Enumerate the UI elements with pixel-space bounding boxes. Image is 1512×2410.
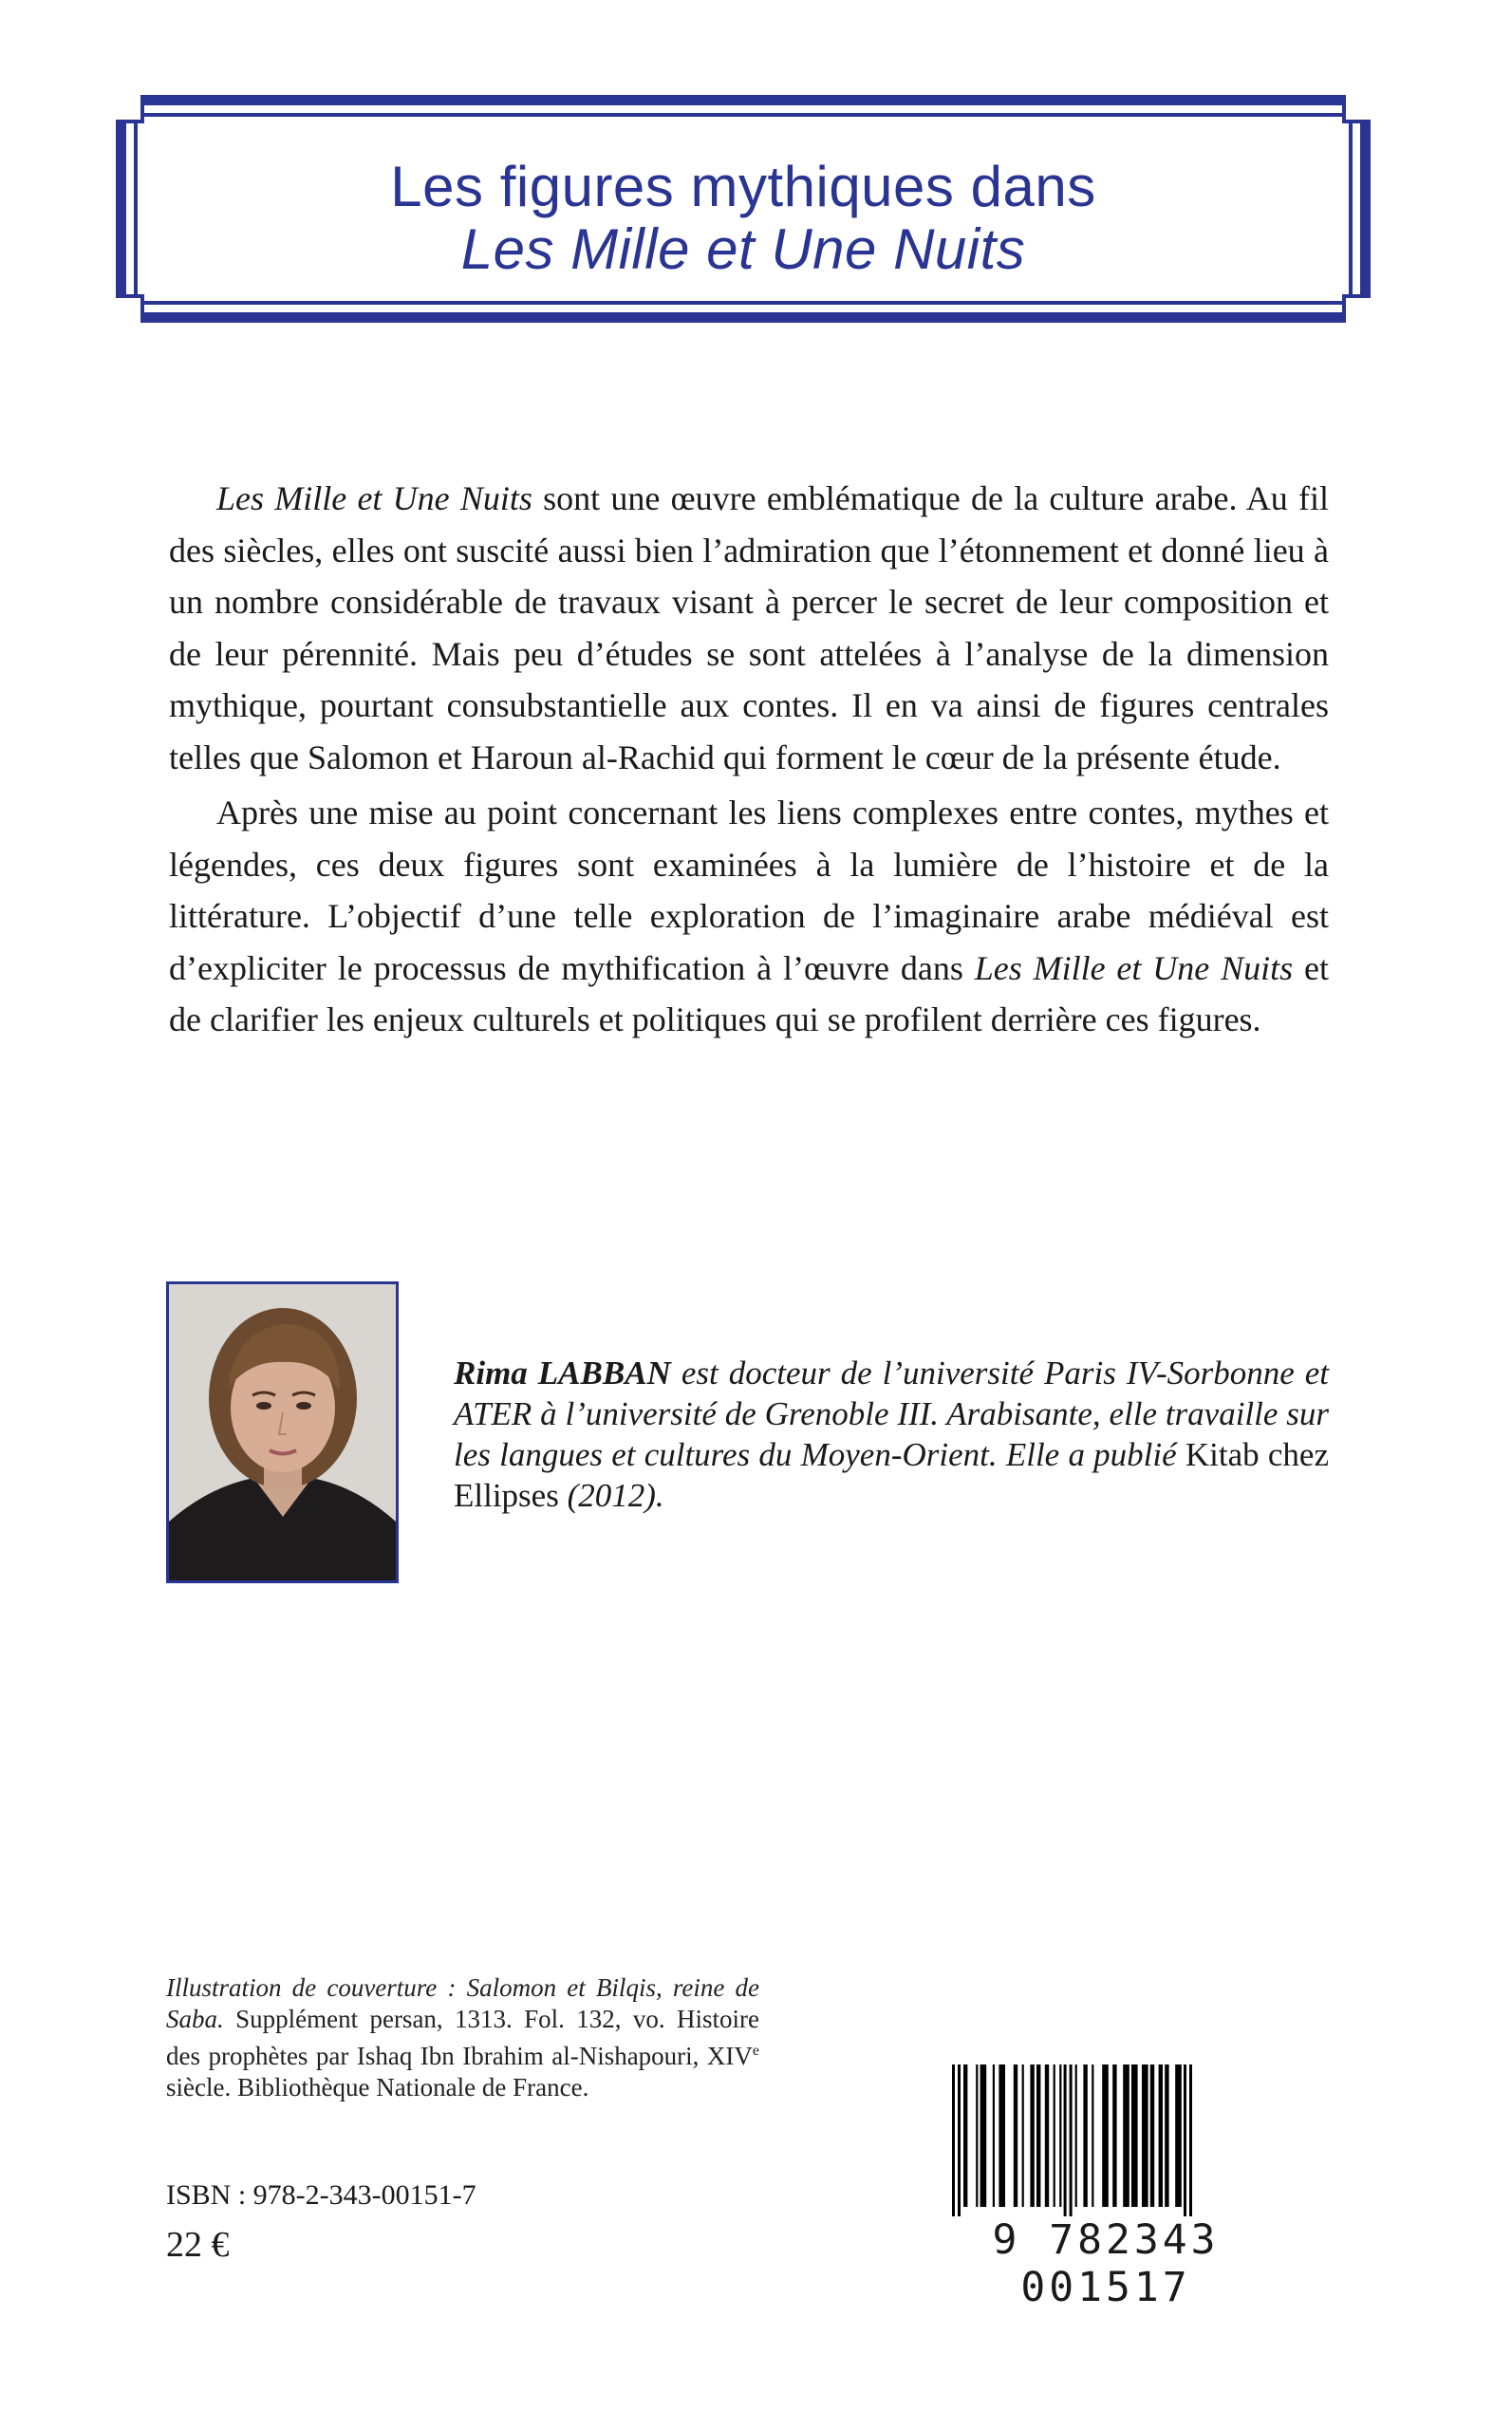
cover-illustration-credit: [166, 1972, 759, 2103]
barcode-bar: [1075, 2064, 1077, 2207]
barcode-bar: [1112, 2064, 1116, 2207]
barcode-bar: [1131, 2064, 1138, 2207]
frame-corner: [116, 95, 144, 123]
barcode-bar: [1036, 2064, 1040, 2207]
isbn: ISBN : 978-2-343-00151-7: [166, 2179, 476, 2211]
title-line-2: Les Mille et Une Nuits: [460, 217, 1026, 281]
barcode-digits: 9 782343 001517: [992, 2216, 1220, 2311]
barcode-bar: [1184, 2064, 1186, 2216]
barcode-bar: [1092, 2064, 1093, 2207]
barcode-bar: [1083, 2064, 1087, 2207]
barcode-bar: [976, 2064, 978, 2207]
credit-italic: Illustration de couverture : Salomon et Bilqis, reine de Saba.: [166, 1973, 759, 2033]
summary-paragraph-2: [169, 787, 1329, 1046]
barcode-bar: [1123, 2064, 1129, 2207]
frame-corner: [116, 294, 144, 323]
author-bio-text: est docteur de l’université Paris IV-Sorbonne et ATER à l’université de Grenoble III. Arabisante, elle travaille sur les langues et cultures du Moyen-Orient. Elle a publié: [454, 1354, 1330, 1473]
barcode-bar: [1189, 2064, 1192, 2216]
barcode-bar: [1064, 2064, 1067, 2216]
credit-superscript: e: [752, 2043, 759, 2059]
summary-paragraph-1: [169, 473, 1329, 783]
author-portrait-image: [169, 1284, 396, 1580]
barcode-bar: [1175, 2064, 1182, 2207]
book-title: [126, 156, 1360, 281]
barcode-bar: [999, 2064, 1005, 2207]
barcode-bar: [1045, 2064, 1049, 2207]
author-photo: [166, 1281, 399, 1583]
credit-text: siècle. Bibliothèque Nationale de France.: [166, 2073, 589, 2102]
barcode-bar: [980, 2064, 987, 2207]
barcode-bar: [1030, 2064, 1034, 2207]
barcode-bars: [916, 2064, 1296, 2216]
barcode-bar: [1054, 2064, 1055, 2207]
credit-text: Supplément persan, 1313. Fol. 132, vo. Histoire des prophètes par Ishaq Ibn Ibrahim al-Nishapouri, XIV: [166, 2005, 759, 2070]
title-line-1: Les figures mythiques dans: [390, 155, 1096, 218]
barcode-bar: [952, 2064, 955, 2216]
barcode-bar: [993, 2064, 995, 2207]
barcode-bar: [1070, 2064, 1073, 2216]
frame-corner: [1342, 294, 1371, 323]
barcode-bar: [1059, 2064, 1061, 2207]
barcode-bar: [1014, 2064, 1017, 2207]
author-book-year: (2012).: [558, 1477, 664, 1514]
back-cover-summary: [169, 473, 1329, 1050]
price: 22 €: [166, 2225, 230, 2265]
barcode-bar: [1165, 2064, 1168, 2207]
work-title: Les Mille et Une Nuits: [974, 948, 1294, 987]
isbn-barcode: [916, 2064, 1296, 2311]
summary-text: Après une mise au point concernant les liens complexes entre contes, mythes et légendes, ces deux figures sont examinées à la lumière de l’histoire et de la littérature. L’objectif d’une telle exploration de l’imaginaire arabe médiéval est d’expliciter le processus de mythification à l’œuvre dans: [169, 794, 1329, 987]
author-previous-book: Kitab chez Ellipses: [454, 1436, 1329, 1514]
summary-text: et de clarifier les enjeux culturels et politiques qui se profilent derrière ces figures.: [169, 948, 1330, 1038]
barcode-bar: [963, 2064, 967, 2207]
author-name: Rima LABBAN: [454, 1354, 671, 1392]
barcode-bar: [958, 2064, 961, 2216]
barcode-bar: [1102, 2064, 1109, 2207]
frame-corner: [1342, 95, 1371, 123]
title-frame: [116, 95, 1371, 323]
work-title: Les Mille et Une Nuits: [216, 479, 532, 517]
summary-text: sont une œuvre emblématique de la culture arabe. Au fil des siècles, elles ont suscité aussi bien l’admiration que l’étonnement et donné lieu à un nombre considérable de travaux visant à percer le secret de leur composition et de leur pérennité. Mais peu d’études se sont attelées à l’analyse de la dimension mythique, pourtant consubstantielle aux contes. Il en va ainsi de figures centrales telles que Salomon et Haroun al-Rachid qui forment le cœur de la présente étude.: [169, 479, 1330, 776]
barcode-bar: [1142, 2064, 1148, 2207]
barcode-bar: [1150, 2064, 1154, 2207]
barcode-bar: [1022, 2064, 1024, 2207]
barcode-bar: [1159, 2064, 1163, 2207]
author-bio: [454, 1353, 1329, 1516]
